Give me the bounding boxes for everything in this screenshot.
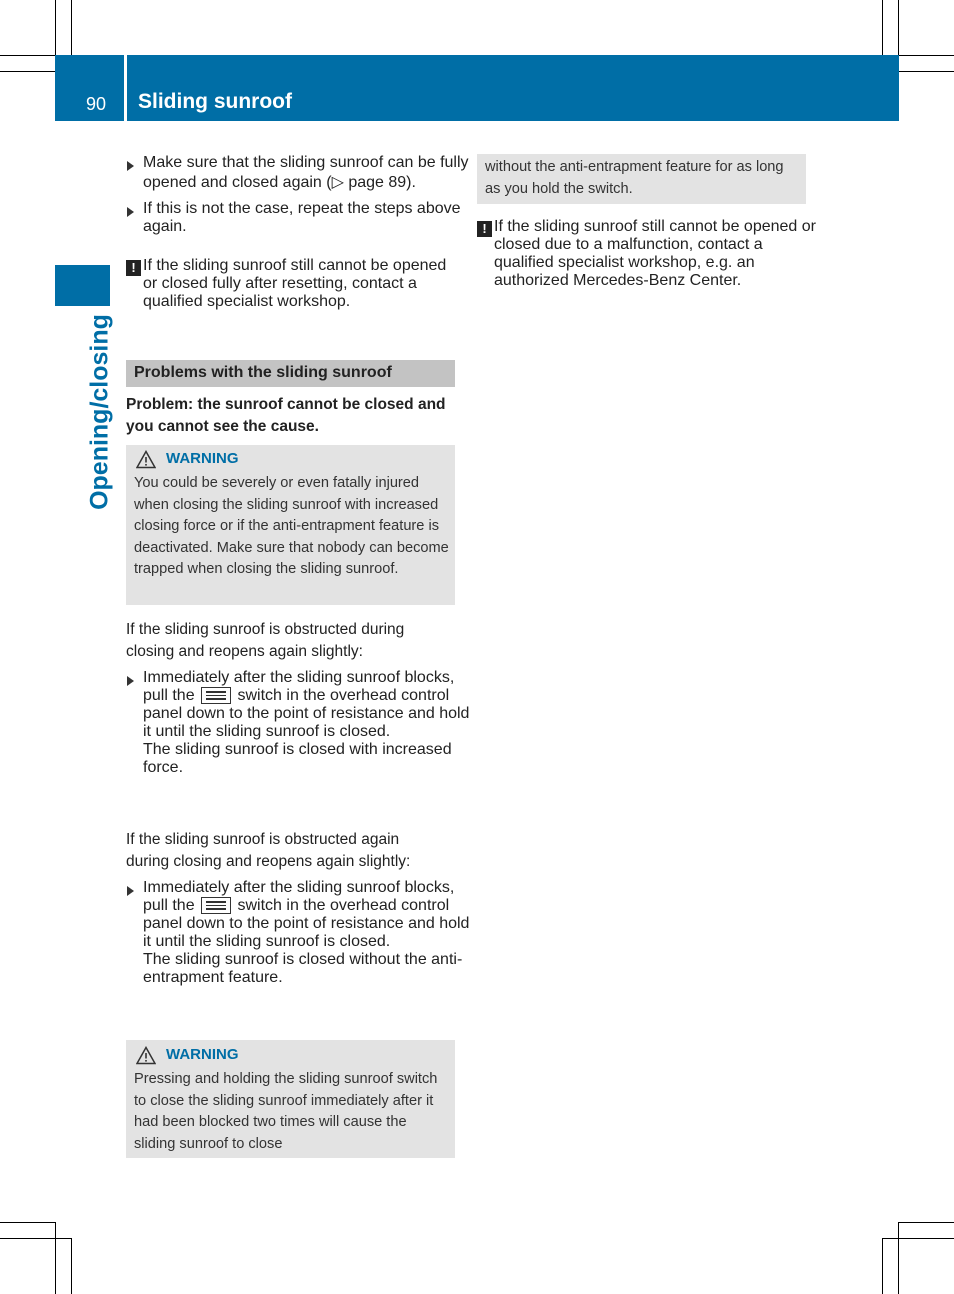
step-text: Immediately after the sliding sunroof blocks, pull the	[143, 879, 455, 914]
arrow-right-icon	[127, 676, 134, 686]
note	[126, 257, 461, 311]
exclamation-icon: !	[126, 260, 141, 276]
side-tab-label: Opening/closing	[85, 314, 114, 510]
crop-mark	[0, 1222, 55, 1223]
step-text: switch in the overhead control panel down to the point of resistance and hold it until the sliding sunroof is closed.	[143, 687, 470, 740]
crop-mark	[899, 71, 954, 72]
paragraph: If the sliding sunroof is obstructed during closing and reopens again slightly:	[126, 621, 405, 660]
page-title: Sliding sunroof	[138, 90, 292, 113]
warning-triangle-icon	[136, 1046, 156, 1065]
warning-text: Pressing and holding the sliding sunroof switch to close the sliding sunroof immediately after it had been blocked two times will cause the sliding sunroof to close	[134, 1071, 438, 1152]
header-divider	[124, 55, 127, 121]
note-text: If the sliding sunroof still cannot be opened or closed fully after resetting, contact a qualified specialist workshop.	[143, 257, 447, 310]
step-text: Make sure that the sliding sunroof can be fully opened and closed again (▷ page 89).	[143, 154, 469, 191]
warning-label: WARNING	[166, 450, 239, 467]
note	[477, 218, 824, 290]
crop-mark	[882, 1238, 954, 1239]
paragraph: If the sliding sunroof is obstructed again during closing and reopens again slightly:	[126, 831, 411, 870]
sunroof-switch-icon	[201, 897, 231, 914]
warning-label: WARNING	[166, 1046, 239, 1063]
warning-text: You could be severely or even fatally injured when closing the sliding sunroof with increased closing force or if the anti-entrapment feature is deactivated. Make sure that nobody can become trapped when closing the sliding sunroof.	[134, 475, 449, 577]
crop-mark	[899, 55, 954, 56]
page-number: 90	[86, 94, 107, 114]
crop-mark	[71, 1238, 72, 1294]
step-item	[126, 154, 473, 192]
crop-mark	[882, 0, 883, 55]
arrow-right-icon	[127, 886, 134, 896]
crop-mark	[0, 55, 55, 56]
crop-mark	[0, 71, 55, 72]
step-text: Immediately after the sliding sunroof blocks, pull the	[143, 669, 455, 704]
crop-mark	[898, 0, 899, 55]
crop-mark	[0, 1238, 71, 1239]
arrow-right-icon	[127, 207, 134, 217]
exclamation-icon: !	[477, 221, 492, 237]
step-text: switch in the overhead control panel down to the point of resistance and hold it until the sliding sunroof is closed.	[143, 897, 470, 950]
section-heading: Problems with the sliding sunroof	[134, 364, 392, 381]
warning-text: without the anti-entrapment feature for as long as you hold the switch.	[485, 159, 784, 197]
step-text: If this is not the case, repeat the steps above again.	[143, 200, 461, 235]
crop-mark	[55, 0, 56, 55]
crop-mark	[899, 1222, 954, 1223]
crop-mark	[71, 0, 72, 55]
sunroof-switch-icon	[201, 687, 231, 704]
note-text: If the sliding sunroof still cannot be opened or closed due to a malfunction, contact a qualified specialist workshop, e.g. an authorized Mercedes-Benz Center.	[494, 218, 816, 289]
step-item	[126, 200, 463, 236]
step-result: The sliding sunroof is closed with increased force.	[143, 741, 452, 776]
warning-triangle-icon	[136, 450, 156, 469]
crop-mark	[898, 1222, 899, 1294]
crop-mark	[55, 1222, 56, 1294]
problem-heading: Problem: the sunroof cannot be closed and you cannot see the cause.	[126, 396, 446, 435]
side-tab-marker	[55, 265, 110, 306]
crop-mark	[882, 1238, 883, 1294]
arrow-right-icon	[127, 161, 134, 171]
step-item	[126, 669, 473, 777]
step-item	[126, 879, 473, 987]
step-result: The sliding sunroof is closed without the anti-entrapment feature.	[143, 951, 463, 986]
